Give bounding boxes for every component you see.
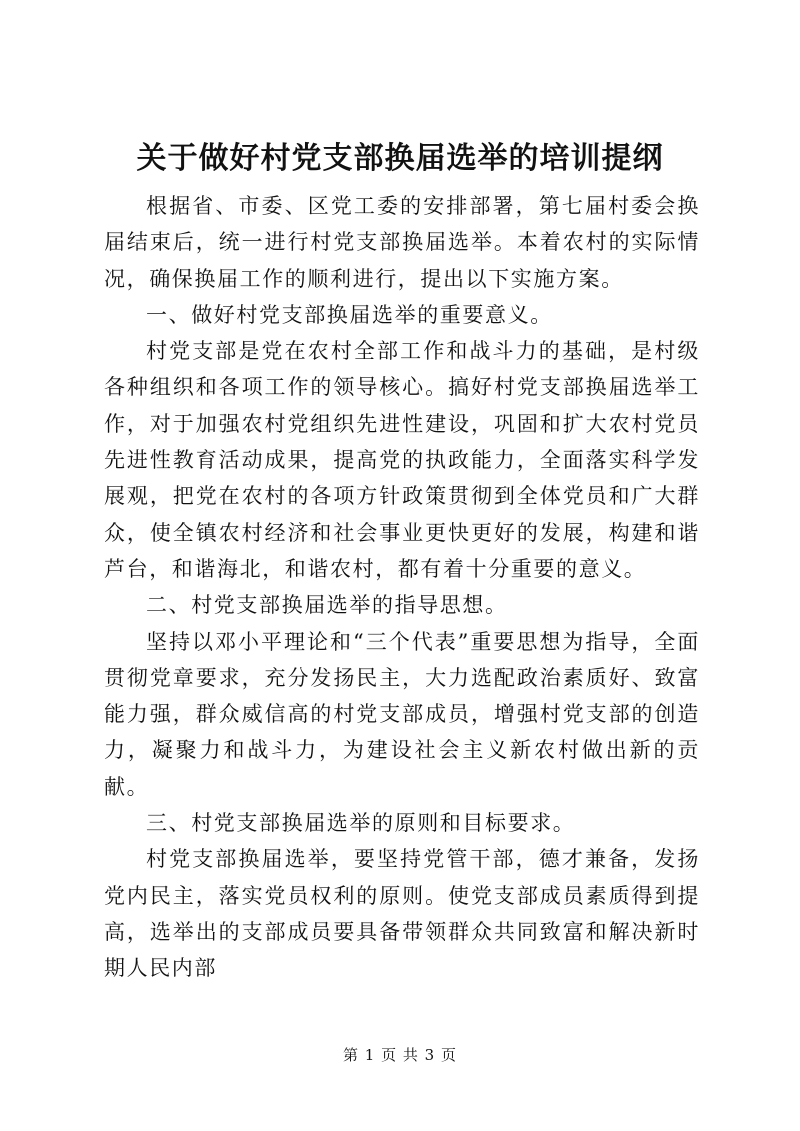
section-heading-3: 三、村党支部换届选举的原则和目标要求。 (146, 811, 576, 836)
paragraph-guiding-thought: 坚持以邓小平理论和“三个代表”重要思想为指导，全面贯彻党章要求，充分发扬民主，大力选配政治素质好、致富能力强，群众威信高的村党支部成员，增强村党支部的创造力，凝聚力和战斗力，为建设社会主义新农村做出新的贡献。 (104, 629, 700, 799)
section-heading-2: 二、村党支部换届选举的指导思想。 (146, 593, 508, 618)
document-title: 关于做好村党支部换届选举的培训提纲 (136, 141, 664, 176)
page-footer: 第 1 页 共 3 页 (343, 1046, 457, 1064)
paragraph-principles: 村党支部换届选举，要坚持党管干部，德才兼备，发扬党内民主，落实党员权利的原则。使党支部成员素质得到提高，选举出的支部成员要具备带领群众共同致富和解决新时期人民内部 (104, 847, 700, 981)
paragraph-intro: 根据省、市委、区党工委的安排部署，第七届村委会换届结束后，统一进行村党支部换届选举。本着农村的实际情况，确保换届工作的顺利进行，提出以下实施方案。 (104, 194, 700, 291)
paragraph-significance: 村党支部是党在农村全部工作和战斗力的基础，是村级各种组织和各项工作的领导核心。搞好村党支部换届选举工作，对于加强农村党组织先进性建设，巩固和扩大农村党员先进性教育活动成果，提高党的执政能力，全面落实科学发展观，把党在农村的各项方针政策贯彻到全体党员和广大群众，使全镇农村经济和社会事业更快更好的发展，构建和谐芦台，和谐海北，和谐农村，都有着十分重要的意义。 (104, 339, 700, 581)
document-body (104, 188, 700, 987)
section-heading-1: 一、做好村党支部换届选举的重要意义。 (146, 302, 553, 327)
